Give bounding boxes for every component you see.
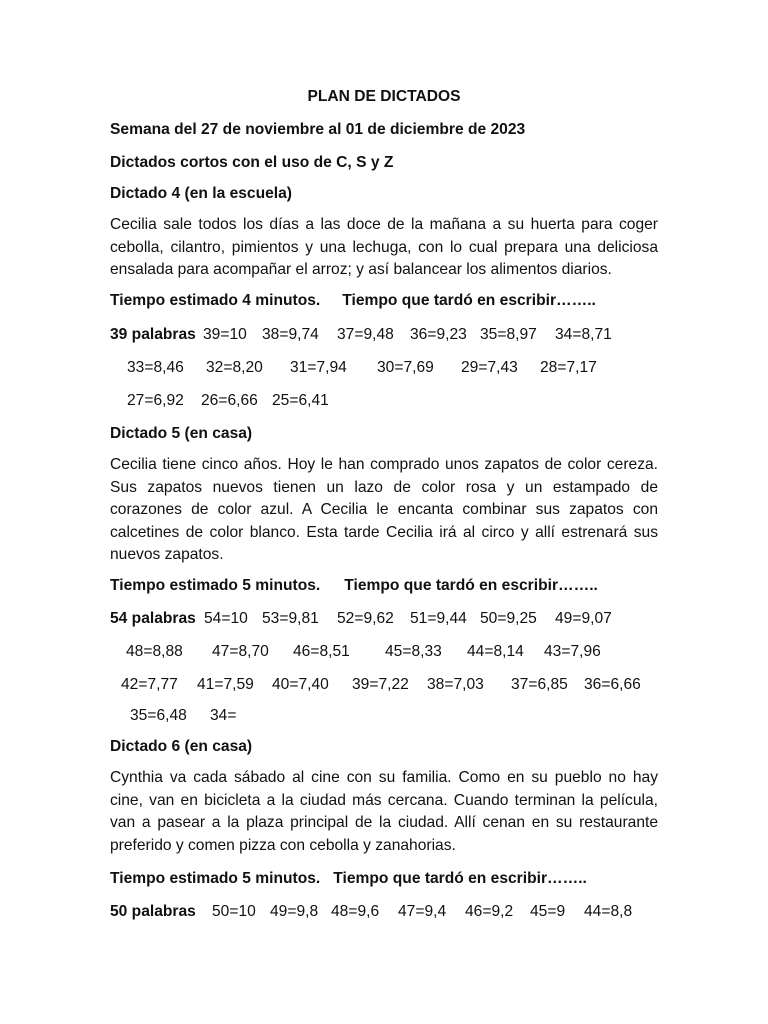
dictation-4-time-taken: Tiempo que tardó en escribir…….. bbox=[342, 292, 596, 309]
dictation-4-text: Cecilia sale todos los días a las doce de la mañana a su huerta para coger cebolla, cilantro, pimientos y una lechuga, con lo cual prepara una deliciosa ensalada para acompañar el arroz; y así balancear los alimentos diarios. bbox=[110, 216, 658, 278]
score-value: 32=8,20 bbox=[206, 359, 263, 376]
score-value: 42=7,77 bbox=[121, 676, 178, 693]
dictation-5-time bbox=[110, 576, 598, 596]
score-value: 53=9,81 bbox=[262, 610, 319, 627]
score-value: 36=9,23 bbox=[410, 326, 467, 343]
dictation-4-heading: Dictado 4 (en la escuela) bbox=[110, 185, 292, 202]
score-value: 34= bbox=[210, 707, 237, 724]
score-value: 49=9,07 bbox=[555, 610, 612, 627]
dictation-4-time bbox=[110, 291, 596, 311]
dictation-5-heading: Dictado 5 (en casa) bbox=[110, 425, 253, 442]
score-value: 47=8,70 bbox=[212, 643, 269, 660]
score-value: 26=6,66 bbox=[201, 392, 258, 409]
score-value: 35=6,48 bbox=[130, 707, 187, 724]
score-value: 46=9,2 bbox=[465, 903, 514, 920]
dictation-5-time-estimated: Tiempo estimado 5 minutos. bbox=[110, 577, 321, 594]
score-value: 44=8,14 bbox=[467, 643, 524, 660]
document-title: PLAN DE DICTADOS bbox=[307, 88, 461, 105]
dictation-6-words-label: 50 palabras bbox=[110, 903, 196, 920]
score-value: 31=7,94 bbox=[290, 359, 347, 376]
dictation-5-time-taken: Tiempo que tardó en escribir…….. bbox=[344, 577, 598, 594]
score-value: 50=9,25 bbox=[480, 610, 537, 627]
score-value: 48=9,6 bbox=[331, 903, 380, 920]
dictation-5-words-label: 54 palabras bbox=[110, 610, 196, 627]
score-value: 48=8,88 bbox=[126, 643, 183, 660]
score-value: 29=7,43 bbox=[461, 359, 518, 376]
score-value: 30=7,69 bbox=[377, 359, 434, 376]
dictation-6-heading: Dictado 6 (en casa) bbox=[110, 738, 253, 755]
score-value: 38=9,74 bbox=[262, 326, 319, 343]
score-value: 34=8,71 bbox=[555, 326, 612, 343]
dictation-6-time-estimated: Tiempo estimado 5 minutos. bbox=[110, 870, 321, 887]
score-value: 40=7,40 bbox=[272, 676, 329, 693]
score-value: 52=9,62 bbox=[337, 610, 394, 627]
dictation-5-text: Cecilia tiene cinco años. Hoy le han comprado unos zapatos de color cereza. Sus zapatos nuevos tienen un lazo de color rosa y un estampado de corazones de color azul. A Cecilia le encanta combinar sus zapatos con calcetines de color blanco. Esta tarde Cecilia irá al circo y allí estrenará sus nuevos zapatos. bbox=[110, 456, 658, 563]
score-value: 39=10 bbox=[203, 326, 247, 343]
score-value: 25=6,41 bbox=[272, 392, 329, 409]
score-value: 43=7,96 bbox=[544, 643, 601, 660]
dictation-4-words-label: 39 palabras bbox=[110, 326, 196, 343]
score-value: 37=6,85 bbox=[511, 676, 568, 693]
score-value: 47=9,4 bbox=[398, 903, 447, 920]
score-value: 51=9,44 bbox=[410, 610, 467, 627]
score-value: 54=10 bbox=[204, 610, 248, 627]
score-value: 28=7,17 bbox=[540, 359, 597, 376]
score-value: 41=7,59 bbox=[197, 676, 254, 693]
dictation-6-time-taken: Tiempo que tardó en escribir…….. bbox=[333, 870, 587, 887]
week-range: Semana del 27 de noviembre al 01 de diciembre de 2023 bbox=[110, 121, 526, 138]
score-value: 27=6,92 bbox=[127, 392, 184, 409]
dictation-6-text: Cynthia va cada sábado al cine con su familia. Como en su pueblo no hay cine, van en bicicleta a la ciudad más cercana. Cuando terminan la película, van a pasear a la plaza principal de la ciudad. Allí cenan en su restaurante preferido y comen pizza con cebolla y zanahorias. bbox=[110, 769, 658, 854]
score-value: 45=9 bbox=[530, 903, 566, 920]
dictation-4-time-estimated: Tiempo estimado 4 minutos. bbox=[110, 292, 321, 309]
score-value: 45=8,33 bbox=[385, 643, 442, 660]
dictation-6-time bbox=[110, 869, 587, 889]
score-value: 46=8,51 bbox=[293, 643, 350, 660]
score-value: 38=7,03 bbox=[427, 676, 484, 693]
score-value: 44=8,8 bbox=[584, 903, 633, 920]
score-value: 39=7,22 bbox=[352, 676, 409, 693]
score-value: 36=6,66 bbox=[584, 676, 641, 693]
score-value: 49=9,8 bbox=[270, 903, 319, 920]
document-subtitle: Dictados cortos con el uso de C, S y Z bbox=[110, 154, 394, 171]
score-value: 37=9,48 bbox=[337, 326, 394, 343]
score-value: 50=10 bbox=[212, 903, 256, 920]
score-value: 35=8,97 bbox=[480, 326, 537, 343]
score-value: 33=8,46 bbox=[127, 359, 184, 376]
